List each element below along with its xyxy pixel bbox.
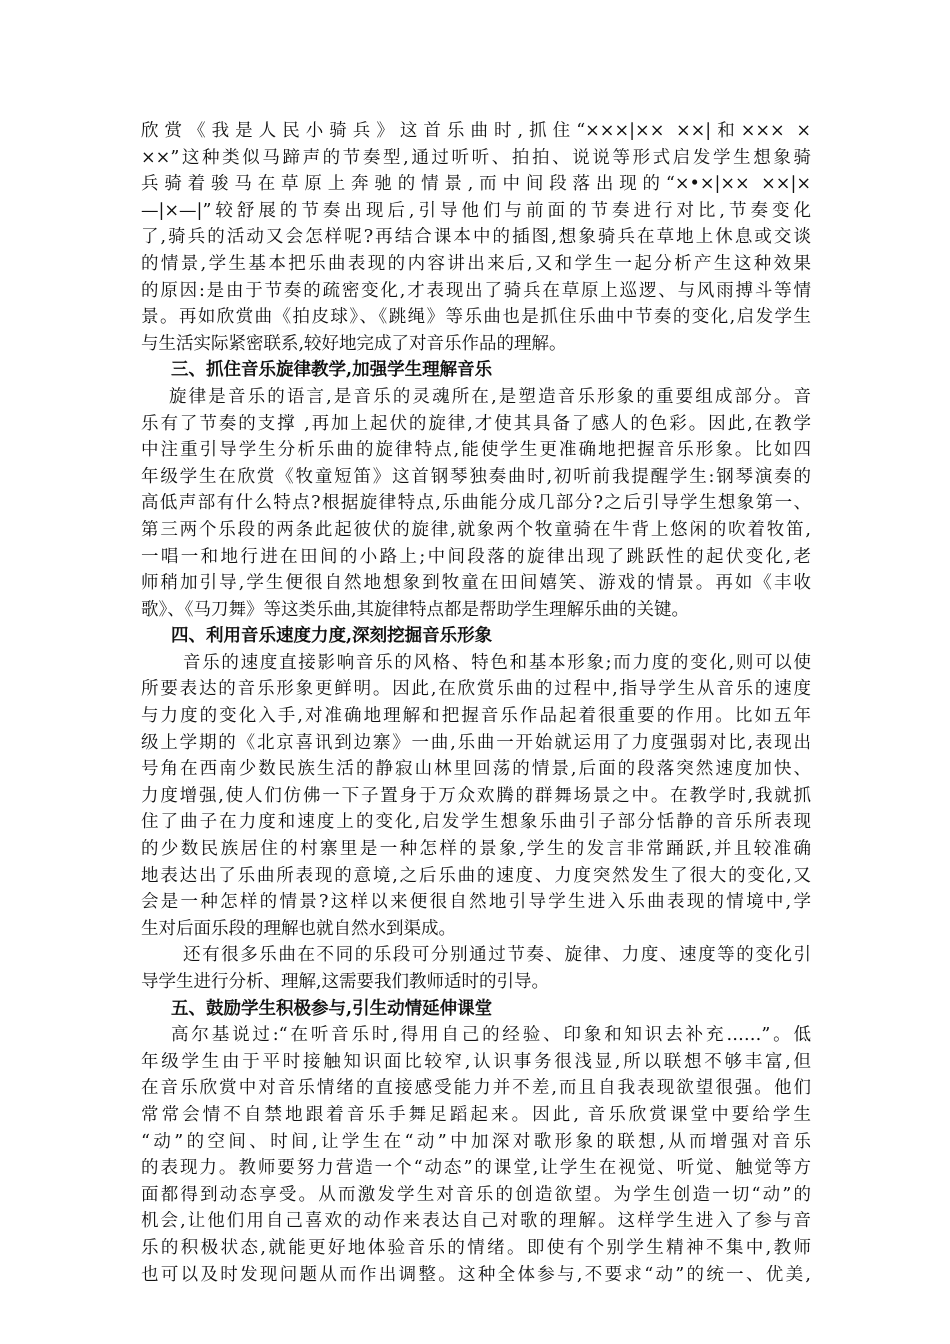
text-line: 一唱一和地行进在田间的小路上;中间段落的旋律出现了跳跃性的起伏变化,老 <box>141 546 811 567</box>
text-line: 师稍加引导,学生便很自然地想象到牧童在田间嬉笑、游戏的情景。再如《丰收 <box>141 573 811 594</box>
section-heading-4: 四、利用音乐速度力度,深刻挖掘音乐形象 <box>171 626 493 647</box>
text-line: 地表达出了乐曲所表现的意境,之后乐曲的速度、力度突然发生了很大的变化,又 <box>141 865 811 886</box>
text-line: 了,骑兵的活动又会怎样呢?再结合课本中的插图,想象骑兵在草地上休息或交谈 <box>141 227 811 248</box>
text-line: —|×—|”较舒展的节奏出现后,引导他们与前面的节奏进行对比,节奏变化 <box>141 200 811 221</box>
text-line: 机会,让他们用自己喜欢的动作来表达自己对歌的理解。这样学生进入了参与音 <box>141 1211 811 1232</box>
text-line: 年级学生由于平时接触知识面比较窄,认识事务很浅显,所以联想不够丰富,但 <box>141 1051 811 1072</box>
text-line: 欣赏《我是人民小骑兵》这首乐曲时,抓住“×××|×× ××|和××× × <box>141 121 811 141</box>
section-heading-3: 三、抓住音乐旋律教学,加强学生理解音乐 <box>171 360 493 381</box>
text-line: 面都得到动态享受。从而激发学生对音乐的创造欲望。为学生创造一切“动”的 <box>141 1184 811 1205</box>
text-line: 号角在西南少数民族生活的静寂山林里回荡的情景,后面的段落突然速度加快、 <box>141 759 811 780</box>
text-line: 还有很多乐曲在不同的乐段可分别通过节奏、旋律、力度、速度等的变化引 <box>183 945 811 966</box>
text-line: 也可以及时发现问题从而作出调整。这种全体参与,不要求“动”的统一、优美, <box>141 1264 811 1285</box>
text-line: 景。再如欣赏曲《拍皮球》、《跳绳》等乐曲也是抓住乐曲中节奏的变化,启发学生 <box>141 307 811 328</box>
text-line: 力度增强,使人们仿佛一下子置身于万众欢腾的群舞场景之中。在教学时,我就抓 <box>141 785 811 806</box>
text-line: 与生活实际紧密联系,较好地完成了对音乐作品的理解。 <box>141 333 567 354</box>
text-line: 旋律是音乐的语言,是音乐的灵魂所在,是塑造音乐形象的重要组成部分。音 <box>169 386 811 407</box>
text-line: 第三两个乐段的两条此起彼伏的旋律,就象两个牧童骑在牛背上悠闲的吹着牧笛, <box>141 519 811 540</box>
text-line: ××”这种类似马蹄声的节奏型,通过听听、拍拍、说说等形式启发学生想象骑 <box>141 147 811 168</box>
text-line: 的原因:是由于节奏的疏密变化,才表现出了骑兵在草原上巡逻、与风雨搏斗等情 <box>141 280 811 301</box>
text-line: 年级学生在欣赏《牧童短笛》这首钢琴独奏曲时,初听前我提醒学生:钢琴演奏的 <box>141 466 811 487</box>
text-line: 的情景,学生基本把乐曲表现的内容讲出来后,又和学生一起分析产生这种效果 <box>141 253 811 274</box>
text-line: 中注重引导学生分析乐曲的旋律特点,能使学生更准确地把握音乐形象。比如四 <box>141 440 811 461</box>
text-line: 与力度的变化入手,对准确地理解和把握音乐作品起着很重要的作用。比如五年 <box>141 706 811 727</box>
text-line: 导学生进行分析、理解,这需要我们教师适时的引导。 <box>141 972 550 992</box>
text-line: 常常会情不自禁地跟着音乐手舞足蹈起来。因此, 音乐欣赏课堂中要给学生 <box>141 1104 811 1125</box>
text-line: 音乐的速度直接影响音乐的风格、特色和基本形象;而力度的变化,则可以使 <box>183 652 811 673</box>
text-line: 会是一种怎样的情景?这样以来便很自然地引导学生进入乐曲表现的情境中,学 <box>141 892 811 913</box>
text-line: 住了曲子在力度和速度上的变化,启发学生想象乐曲引子部分恬静的音乐所表现 <box>141 812 811 833</box>
text-line: 乐有了节奏的支撑 ,再加上起伏的旋律,才使其具备了感人的色彩。因此,在教学 <box>141 413 811 434</box>
text-line: 歌》、《马刀舞》等这类乐曲,其旋律特点都是帮助学生理解乐曲的关键。 <box>141 599 690 620</box>
document-page <box>141 118 811 1288</box>
text-line: 的表现力。教师要努力营造一个“动态”的课堂,让学生在视觉、听觉、触觉等方 <box>141 1158 811 1179</box>
text-line: “动”的空间、时间,让学生在“动”中加深对歌形象的联想,从而增强对音乐 <box>141 1131 811 1152</box>
text-line: 高尔基说过:“在听音乐时,得用自己的经验、印象和知识去补充……”。低 <box>171 1025 811 1046</box>
text-line: 生对后面乐段的理解也就自然水到渠成。 <box>141 918 456 939</box>
text-line: 兵骑着骏马在草原上奔驰的情景,而中间段落出现的“×•×|×× ××|× <box>141 174 811 195</box>
text-line: 的少数民族居住的村寨里是一种怎样的景象,学生的发言非常踊跃,并且较准确 <box>141 839 811 860</box>
text-line: 在音乐欣赏中对音乐情绪的直接感受能力并不差,而且自我表现欲望很强。他们 <box>141 1078 811 1099</box>
text-line: 乐的积极状态,就能更好地体验音乐的情绪。即使有个别学生精神不集中,教师 <box>141 1237 811 1258</box>
text-line: 级上学期的《北京喜讯到边寨》一曲,乐曲一开始就运用了力度强弱对比,表现出 <box>141 732 811 753</box>
text-line: 所要表达的音乐形象更鲜明。因此,在欣赏乐曲的过程中,指导学生从音乐的速度 <box>141 679 811 700</box>
text-line: 高低声部有什么特点?根据旋律特点,乐曲能分成几部分?之后引导学生想象第一、 <box>141 493 811 514</box>
section-heading-5: 五、鼓励学生积极参与,引生动情延伸课堂 <box>171 998 493 1019</box>
